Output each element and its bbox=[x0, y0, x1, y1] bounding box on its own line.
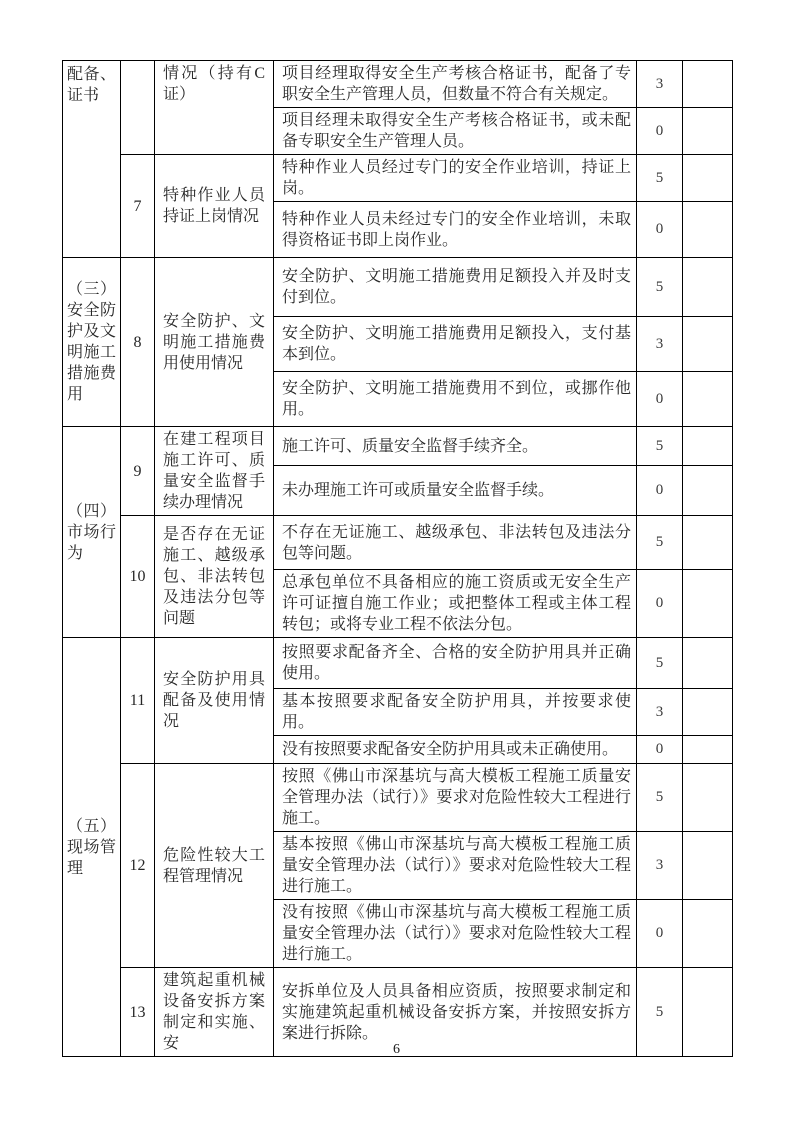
criterion-cell: 总承包单位不具备相应的施工资质或无安全生产许可证擅自施工作业；或把整体工程或主体工程转包；或将专业工程不依法分包。 bbox=[274, 570, 637, 638]
criterion-cell: 施工许可、质量安全监督手续齐全。 bbox=[274, 427, 637, 466]
table-row bbox=[63, 427, 733, 466]
actual-score-cell bbox=[683, 638, 733, 689]
criterion-cell: 安全防护、文明施工措施费用不到位，或挪作他用。 bbox=[274, 372, 637, 427]
actual-score-cell bbox=[683, 516, 733, 570]
item-name-cell: 情况（持有C证） bbox=[155, 61, 274, 155]
actual-score-cell bbox=[683, 900, 733, 968]
item-name-cell: 是否存在无证施工、越级承包、非法转包及违法分包等问题 bbox=[155, 516, 274, 638]
criterion-cell: 项目经理未取得安全生产考核合格证书，或未配备专职安全生产管理人员。 bbox=[274, 108, 637, 155]
actual-score-cell bbox=[683, 317, 733, 372]
table-row bbox=[63, 258, 733, 317]
category-cell: （四）市场行为 bbox=[63, 427, 121, 638]
table-row bbox=[63, 516, 733, 570]
standard-score-cell: 0 bbox=[637, 900, 683, 968]
criterion-cell: 特种作业人员经过专门的安全作业培训，持证上岗。 bbox=[274, 155, 637, 202]
criterion-cell: 基本按照要求配备安全防护用具，并按要求使用。 bbox=[274, 689, 637, 736]
criterion-cell: 项目经理取得安全生产考核合格证书，配备了专职安全生产管理人员，但数量不符合有关规定。 bbox=[274, 61, 637, 108]
table-row bbox=[63, 638, 733, 689]
item-name-cell: 特种作业人员持证上岗情况 bbox=[155, 155, 274, 258]
table-row bbox=[63, 764, 733, 832]
safety-scoring-table bbox=[62, 60, 733, 1057]
standard-score-cell: 5 bbox=[637, 516, 683, 570]
actual-score-cell bbox=[683, 108, 733, 155]
criterion-cell: 基本按照《佛山市深基坑与高大模板工程施工质量安全管理办法（试行）》要求对危险性较大工程进行施工。 bbox=[274, 832, 637, 900]
actual-score-cell bbox=[683, 155, 733, 202]
actual-score-cell bbox=[683, 466, 733, 516]
table-row bbox=[63, 61, 733, 108]
standard-score-cell: 5 bbox=[637, 764, 683, 832]
item-no-cell: 10 bbox=[121, 516, 155, 638]
standard-score-cell: 5 bbox=[637, 155, 683, 202]
item-no-cell: 9 bbox=[121, 427, 155, 516]
table-row bbox=[63, 155, 733, 202]
standard-score-cell: 0 bbox=[637, 202, 683, 258]
category-cell: （三）安全防护及文明施工措施费用 bbox=[63, 258, 121, 427]
criterion-cell: 没有按照《佛山市深基坑与高大模板工程施工质量安全管理办法（试行）》要求对危险性较大工程进行施工。 bbox=[274, 900, 637, 968]
item-name-cell: 安全防护用具配备及使用情况 bbox=[155, 638, 274, 764]
actual-score-cell bbox=[683, 570, 733, 638]
item-no-cell: 7 bbox=[121, 155, 155, 258]
criterion-cell: 安全防护、文明施工措施费用足额投入，支付基本到位。 bbox=[274, 317, 637, 372]
standard-score-cell: 5 bbox=[637, 638, 683, 689]
item-no-cell: 11 bbox=[121, 638, 155, 764]
standard-score-cell: 5 bbox=[637, 968, 683, 1057]
standard-score-cell: 0 bbox=[637, 736, 683, 764]
criterion-cell: 按照要求配备齐全、合格的安全防护用具并正确使用。 bbox=[274, 638, 637, 689]
item-no-cell bbox=[121, 61, 155, 155]
actual-score-cell bbox=[683, 689, 733, 736]
actual-score-cell bbox=[683, 202, 733, 258]
standard-score-cell: 3 bbox=[637, 317, 683, 372]
actual-score-cell bbox=[683, 258, 733, 317]
standard-score-cell: 3 bbox=[637, 61, 683, 108]
criterion-cell: 安拆单位及人员具备相应资质，按照要求制定和实施建筑起重机械设备安拆方案，并按照安拆方案进行拆除。 bbox=[274, 968, 637, 1057]
standard-score-cell: 0 bbox=[637, 108, 683, 155]
item-name-cell: 建筑起重机械设备安拆方案制定和实施、安 bbox=[155, 968, 274, 1057]
item-no-cell: 12 bbox=[121, 764, 155, 968]
item-name-cell: 安全防护、文明施工措施费用使用情况 bbox=[155, 258, 274, 427]
actual-score-cell bbox=[683, 764, 733, 832]
standard-score-cell: 3 bbox=[637, 689, 683, 736]
page-number: 6 bbox=[393, 1042, 400, 1057]
standard-score-cell: 0 bbox=[637, 466, 683, 516]
actual-score-cell bbox=[683, 736, 733, 764]
criterion-cell: 未办理施工许可或质量安全监督手续。 bbox=[274, 466, 637, 516]
item-no-cell: 8 bbox=[121, 258, 155, 427]
actual-score-cell bbox=[683, 427, 733, 466]
criterion-cell: 不存在无证施工、越级承包、非法转包及违法分包等问题。 bbox=[274, 516, 637, 570]
standard-score-cell: 5 bbox=[637, 258, 683, 317]
category-cell: （五）现场管理 bbox=[63, 638, 121, 1057]
standard-score-cell: 5 bbox=[637, 427, 683, 466]
item-name-cell: 危险性较大工程管理情况 bbox=[155, 764, 274, 968]
actual-score-cell bbox=[683, 372, 733, 427]
criterion-cell: 特种作业人员未经过专门的安全作业培训，未取得资格证书即上岗作业。 bbox=[274, 202, 637, 258]
item-no-cell: 13 bbox=[121, 968, 155, 1057]
actual-score-cell bbox=[683, 832, 733, 900]
standard-score-cell: 0 bbox=[637, 372, 683, 427]
category-cell: 配备、证书 bbox=[63, 61, 121, 258]
standard-score-cell: 0 bbox=[637, 570, 683, 638]
item-name-cell: 在建工程项目施工许可、质量安全监督手续办理情况 bbox=[155, 427, 274, 516]
criterion-cell: 没有按照要求配备安全防护用具或未正确使用。 bbox=[274, 736, 637, 764]
criterion-cell: 安全防护、文明施工措施费用足额投入并及时支付到位。 bbox=[274, 258, 637, 317]
actual-score-cell bbox=[683, 61, 733, 108]
standard-score-cell: 3 bbox=[637, 832, 683, 900]
criterion-cell: 按照《佛山市深基坑与高大模板工程施工质量安全管理办法（试行）》要求对危险性较大工程进行施工。 bbox=[274, 764, 637, 832]
